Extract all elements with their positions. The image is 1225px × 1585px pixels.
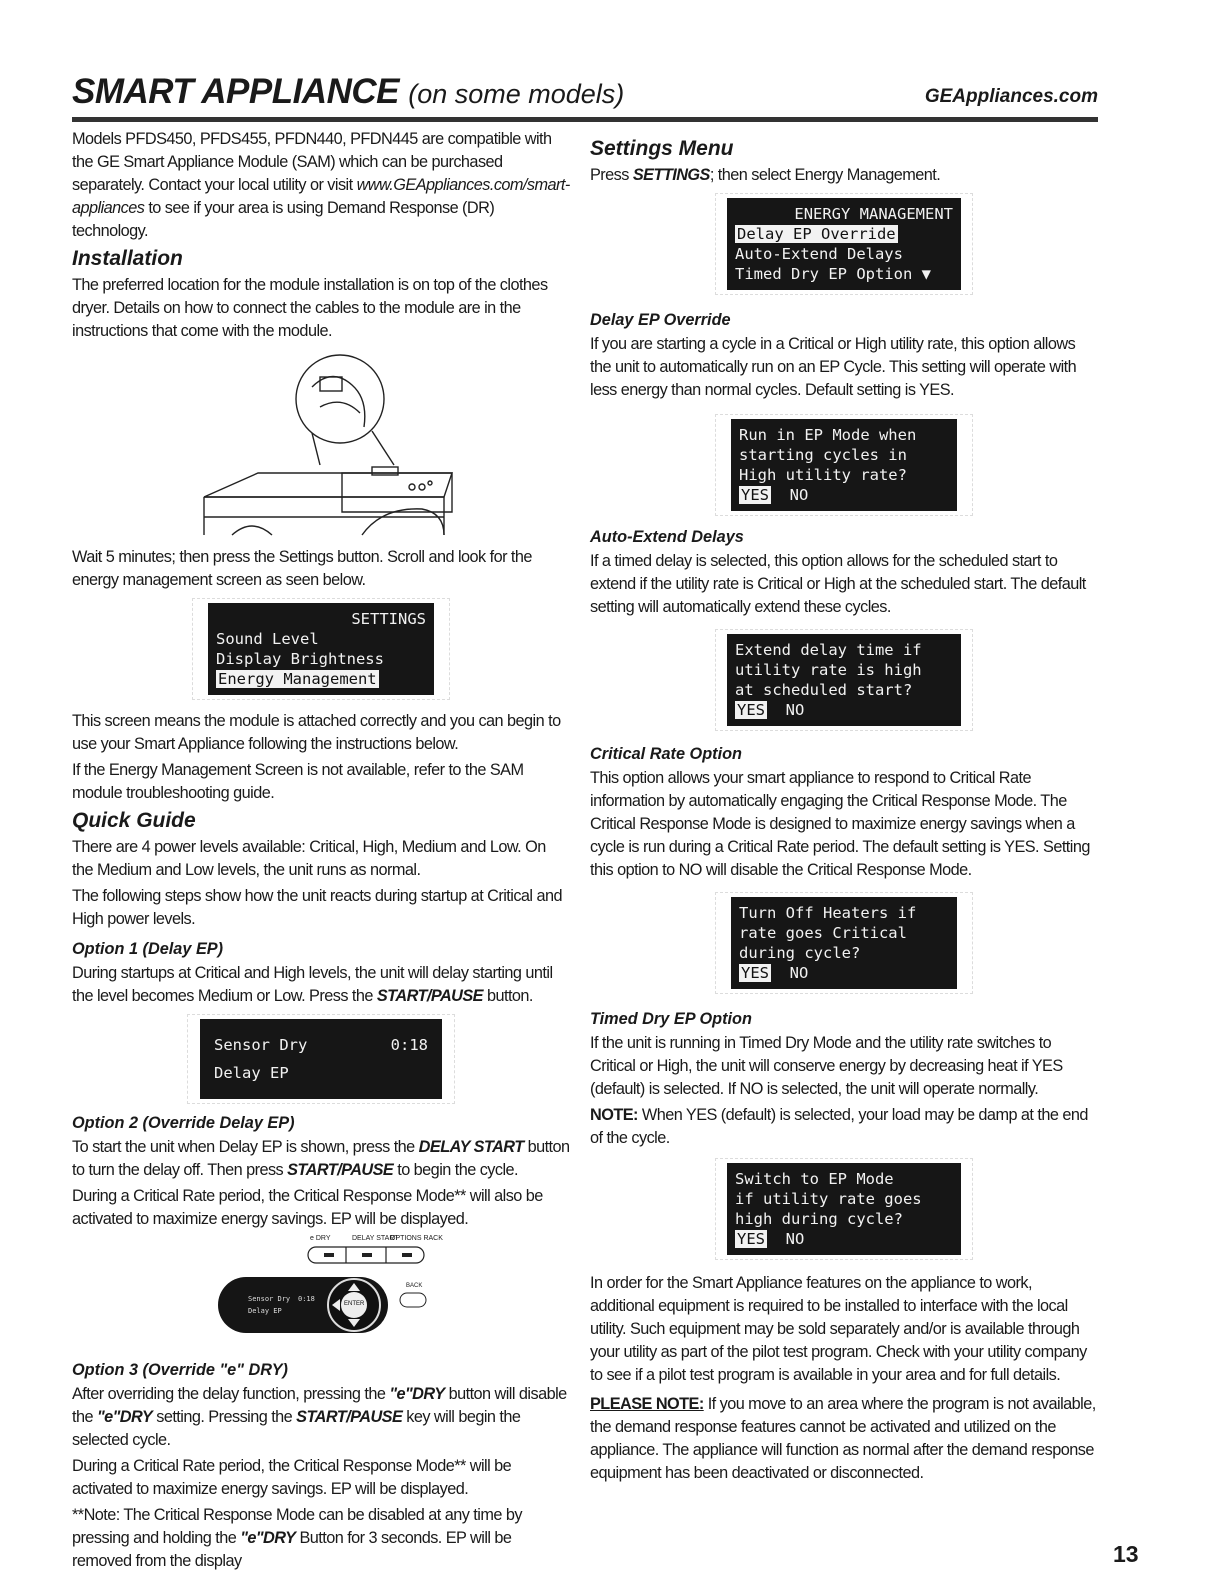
delay-ep-text: If you are starting a cycle in a Critical or High utility rate, this option allows the unit to automatically run on an EP Cycle. This setting will operate with less energy than normal cycles. Default setting is YES. — [590, 335, 1077, 399]
auto-extend-text: If a timed delay is selected, this option allows for the scheduled start to extend if the utility rate is Critical or High at the scheduled start. The default setting will automatically extend these cycles. — [590, 552, 1086, 616]
em-lcd-line: Auto-Extend Delays — [735, 245, 903, 263]
page-header — [72, 72, 1098, 118]
auto-extend-heading: Auto-Extend Delays — [590, 528, 744, 546]
start-pause-key: START/PAUSE — [376, 987, 483, 1005]
option2-text-2: During a Critical Rate period, the Critical Response Mode** will also be activated to maximize energy savings. EP will be displayed. — [72, 1187, 543, 1228]
critical-rate-heading: Critical Rate Option — [590, 745, 742, 763]
quick-guide-heading: Quick Guide — [72, 809, 196, 832]
yes-option: YES — [737, 1230, 765, 1248]
settings-lcd-title: SETTINGS — [351, 610, 426, 628]
cp-display-time: 0:18 — [298, 1295, 315, 1303]
settings-lcd-line: Display Brightness — [216, 650, 384, 668]
option3-heading: Option 3 (Override "e" DRY) — [72, 1361, 288, 1379]
no-option: NO — [789, 486, 809, 504]
auto-extend-lcd-screen: Extend delay time if utility rate is high at scheduled start? YES NO — [727, 634, 961, 726]
website-link[interactable]: GEAppliances.com — [924, 86, 1098, 107]
em-lcd-selected: Delay EP Override — [737, 225, 896, 243]
settings-menu-heading: Settings Menu — [590, 137, 734, 160]
header-rule — [72, 117, 1098, 122]
critical-rate-lcd-screen: Turn Off Heaters if rate goes Critical during cycle? YES NO — [731, 897, 957, 989]
title-subtitle: (on some models) — [408, 79, 625, 109]
wait-text: Wait 5 minutes; then press the Settings button. Scroll and look for the energy management screen as seen below. — [72, 548, 532, 589]
no-option: NO — [785, 701, 805, 719]
control-panel-illustration — [72, 1235, 570, 1355]
installation-text: The preferred location for the module installation is on top of the clothes dryer. Details on how to connect the cables to the module are in the instructions that come with the module. — [72, 276, 548, 340]
order-text: In order for the Smart Appliance features on the appliance to work, additional equipment is required to be installed to interface with the local utility. Such equipment may be sold separately and/or is available through your utility as part of the pilot test program. Check with your utility company to see if a pilot test program is available in your area and for full details. — [590, 1274, 1087, 1384]
screen-means-text: This screen means the module is attached correctly and you can begin to use your Smart Appliance following the instructions below. — [72, 712, 561, 753]
no-option: NO — [785, 1230, 805, 1248]
option1-lcd — [187, 1014, 455, 1104]
timed-dry-lcd — [715, 1158, 973, 1260]
yes-option: YES — [741, 964, 769, 982]
intro-paragraph: Models PFDS450, PFDS455, PFDN440, PFDN445 are compatible with the GE Smart Appliance Module (SAM) which can be purchased separately. Contact your local utility or visit www.GEAppliances.com/smart-appliances to see if your area is using Demand Response (DR) technology. — [72, 130, 570, 240]
option3-text: After overriding the delay function, pressing the "e"DRY button will disable the "e"DRY setting. Pressing the START/PAUSE key will begin the selected cycle. — [72, 1385, 567, 1449]
scroll-down-arrow-icon: ▼ — [921, 265, 931, 283]
cp-delay-label: DELAY START — [352, 1235, 399, 1242]
timed-dry-text: If the unit is running in Timed Dry Mode and the utility rate switches to Critical or High, the unit will conserve energy by decreasing heat if YES (default) is selected. If NO is selected, the unit will operate normally. — [590, 1034, 1063, 1098]
delay-ep-heading: Delay EP Override — [590, 311, 731, 329]
settings-lcd-line: Sound Level — [216, 630, 319, 648]
cp-options-label: OPTIONS RACK — [390, 1235, 443, 1242]
cp-display-line1: Sensor Dry — [248, 1295, 291, 1303]
yes-option: YES — [741, 486, 769, 504]
auto-extend-lcd — [715, 629, 973, 731]
option2-heading: Option 2 (Override Delay EP) — [72, 1114, 295, 1132]
cp-enter-label[interactable]: ENTER — [344, 1301, 365, 1307]
critical-note: **Note: The Critical Response Mode can be disabled at any time by pressing and holding the "e"DRY Button for 3 seconds. EP will be removed from the display — [72, 1506, 522, 1570]
cp-display-line2: Delay EP — [248, 1307, 282, 1315]
not-available-text: If the Energy Management Screen is not available, refer to the SAM module troubleshooting guide. — [72, 761, 524, 802]
timed-dry-note: NOTE: When YES (default) is selected, your load may be damp at the end of the cycle. — [590, 1106, 1088, 1147]
left-column — [72, 128, 570, 1576]
timed-dry-heading: Timed Dry EP Option — [590, 1010, 752, 1028]
settings-lcd-selected: Energy Management — [218, 670, 377, 688]
cp-back-label: BACK — [406, 1283, 423, 1289]
settings-lcd-screen — [208, 603, 434, 695]
em-lcd-screen: ENERGY MANAGEMENT Delay EP Override Auto-Extend Delays Timed Dry EP Option ▼ — [727, 198, 961, 290]
quick-guide-text-1: There are 4 power levels available: Critical, High, Medium and Low. On the Medium and Low levels, the unit runs as normal. — [72, 838, 546, 879]
option1-lcd-screen: Sensor Dry 0:18 Delay EP — [200, 1019, 442, 1099]
delay-ep-lcd-screen: Run in EP Mode when starting cycles in High utility rate? YES NO — [731, 419, 957, 511]
yes-option: YES — [737, 701, 765, 719]
em-lcd-title: ENERGY MANAGEMENT — [794, 205, 953, 223]
intro-link[interactable]: www.GEAppliances.com/smart-appliances — [72, 176, 570, 217]
please-note-text: PLEASE NOTE: If you move to an area where the program is not available, the demand response features cannot be activated and utilized on the appliance. The appliance will function as normal after the demand response equipment has been deactivated or disconnected. — [590, 1395, 1096, 1482]
cp-edry-label: e DRY — [310, 1235, 331, 1242]
critical-rate-lcd — [715, 892, 973, 994]
page-title — [72, 72, 624, 112]
energy-management-lcd — [715, 193, 973, 295]
quick-guide-text-2: The following steps show how the unit reacts during startup at Critical and High power levels. — [72, 887, 562, 928]
title-text: SMART APPLIANCE — [72, 72, 399, 111]
page-number: 13 — [1113, 1541, 1139, 1567]
settings-lcd — [192, 598, 450, 700]
critical-rate-text: This option allows your smart appliance to respond to Critical Rate information by automatically engaging the Critical Response Mode. The Critical Response Mode is designed to maximize energy savings when a cycle is run during a Critical Rate period. The default setting is YES. Setting this option to NO will disable the Critical Response Mode. — [590, 769, 1090, 879]
right-column — [590, 128, 1098, 1488]
option1-heading: Option 1 (Delay EP) — [72, 940, 224, 958]
dryer-module-illustration — [72, 347, 570, 542]
timed-dry-lcd-screen: Switch to EP Mode if utility rate goes high during cycle? YES NO — [727, 1163, 961, 1255]
no-option: NO — [789, 964, 809, 982]
option1-text: During startups at Critical and High levels, the unit will delay starting until the level becomes Medium or Low. Press the START/PAUSE button. — [72, 964, 553, 1005]
settings-menu-text: Press SETTINGS; then select Energy Management. — [590, 166, 941, 184]
option2-text: To start the unit when Delay EP is shown, press the DELAY START button to turn the delay off. Then press START/PAUSE to begin the cycle. — [72, 1138, 570, 1179]
installation-heading: Installation — [72, 247, 183, 270]
delay-ep-lcd — [715, 414, 973, 516]
option3-text-2: During a Critical Rate period, the Critical Response Mode** will be activated to maximize energy savings. EP will be displayed. — [72, 1457, 512, 1498]
